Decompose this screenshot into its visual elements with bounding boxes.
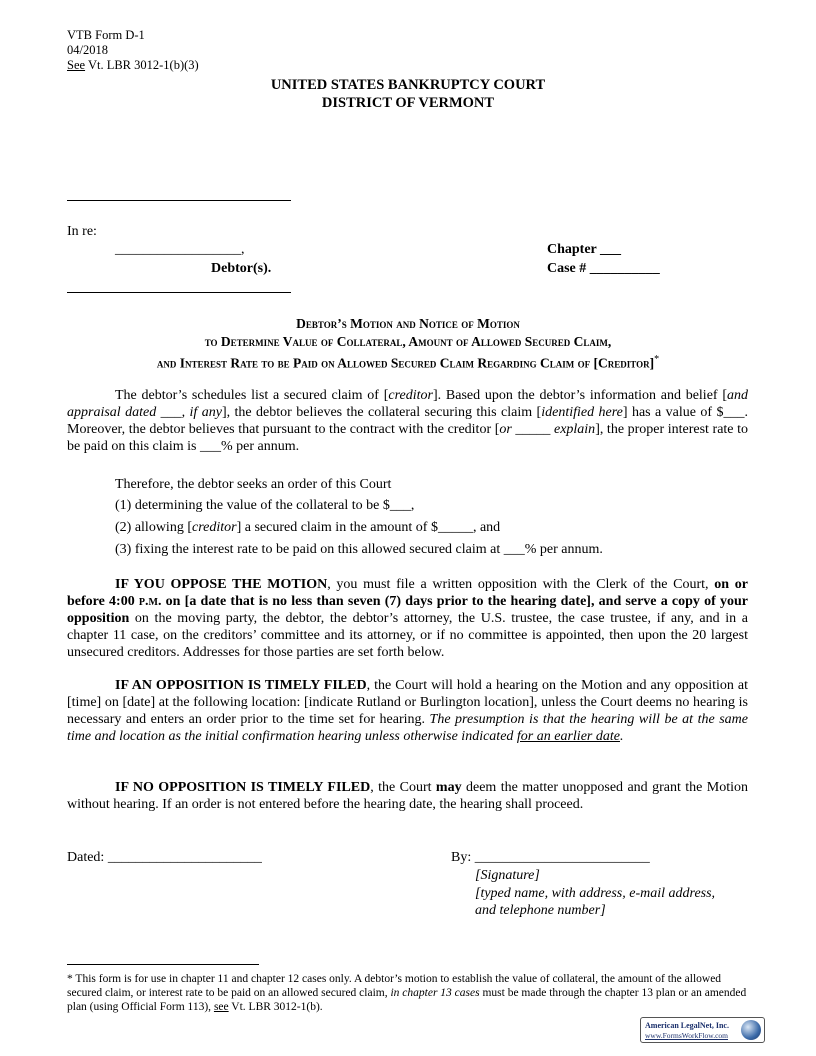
footnote: * This form is for use in chapter 11 and chapter 12 cases only. A debtor’s motion to establish the value of collateral, the amount of the allowed secured claim, or interest rate to be paid on an allowed secured claim, in chapter 13 cases must be made through the chapter 13 plan or an amended plan (using Official Form 113), see Vt. LBR 3012-1(b). — [67, 973, 747, 1013]
signature-placeholder: [Signature] — [475, 868, 540, 883]
paragraph-not-filed: IF NO OPPOSITION IS TIMELY FILED, the Court may deem the matter unopposed and grant the Motion without hearing. If an order is not entered before the hearing date, the hearing shall proceed. — [67, 780, 748, 812]
paragraph-secured-claim: The debtor’s schedules list a secured claim of [creditor]. Based upon the debtor’s information and belief [and appraisal dated ___, if any], the debtor believes the collateral securing this claim [identified here] has a value of $___. Moreover, the debtor believes that pursuant to the contract with the creditor [or _____ explain], the proper interest rate to be paid on this claim is ___% per annum. — [67, 388, 748, 454]
title-line-1: Debtor’s Motion and Notice of Motion — [296, 316, 520, 331]
order-item-1: (1) determining the value of the collateral to be $___, — [115, 498, 415, 513]
globe-icon — [741, 1020, 761, 1040]
motion-title — [0, 315, 816, 373]
title-line-2: to Determine Value of Collateral, Amount of Allowed Secured Claim, — [204, 334, 612, 349]
dated-field: Dated: ______________________ — [67, 850, 262, 865]
form-id: VTB Form D-1 — [67, 28, 145, 42]
order-item-3: (3) fixing the interest rate to be paid on this allowed secured claim at ___% per annum. — [115, 542, 603, 557]
debtors-label: Debtor(s). — [211, 261, 272, 276]
typed-name-line-1: [typed name, with address, e-mail address, — [475, 886, 716, 901]
typed-name-line-2: and telephone number] — [475, 903, 606, 918]
court-line-1: UNITED STATES BANKRUPTCY COURT — [270, 77, 546, 93]
form-date: 04/2018 — [67, 43, 108, 57]
paragraph-timely-filed: IF AN OPPOSITION IS TIMELY FILED, the Court will hold a hearing on the Motion and any opposition at [time] on [date] at the following location: [indicate Rutland or Burlington location], unless the Court deems no hearing is necessary and enters an order prior to the time set for hearing. The presumption is that the hearing will be at the same time and location as the initial confirmation hearing unless otherwise indicated for an earlier date. — [67, 678, 748, 744]
by-field: By: _________________________ — [451, 850, 650, 865]
publisher-name: American LegalNet, Inc. — [645, 1021, 729, 1030]
form-header — [67, 28, 199, 73]
paragraph-oppose: IF YOU OPPOSE THE MOTION, you must file a written opposition with the Clerk of the Court, on or before 4:00 p.m. on [a date that is no less than seven (7) days prior to the hearing date], and serve a copy of your opposition on the moving party, the debtor, the debtor’s attorney, the U.S. trustee, the case trustee, if any, and in a chapter 11 case, on the creditors’ committee and its attorney, or if no committee is appointed, then upon the 20 largest unsecured creditors. Addresses for those parties are set forth below. — [67, 577, 749, 660]
footnote-divider — [67, 964, 259, 965]
court-name — [0, 76, 816, 112]
order-intro: Therefore, the debtor seeks an order of this Court — [115, 477, 392, 492]
court-line-2: DISTRICT OF VERMONT — [321, 95, 495, 111]
caption-top-line — [67, 200, 291, 201]
rule-reference: See Vt. LBR 3012-1(b)(3) — [67, 58, 199, 72]
debtor-blank: __________________, — [115, 242, 245, 257]
order-item-2: (2) allowing [creditor] a secured claim in the amount of $_____, and — [115, 520, 501, 535]
case-number-field: Case # __________ — [547, 261, 660, 276]
chapter-field: Chapter ___ — [547, 242, 622, 257]
footnote-marker: * — [654, 354, 660, 365]
in-re-label: In re: — [67, 224, 97, 239]
publisher-logo[interactable] — [640, 1017, 765, 1043]
publisher-url[interactable]: www.FormsWorkFlow.com — [645, 1031, 729, 1040]
caption-bottom-line — [67, 292, 291, 293]
title-line-3: and Interest Rate to be Paid on Allowed Secured Claim Regarding Claim of [Creditor]* — [156, 354, 660, 371]
